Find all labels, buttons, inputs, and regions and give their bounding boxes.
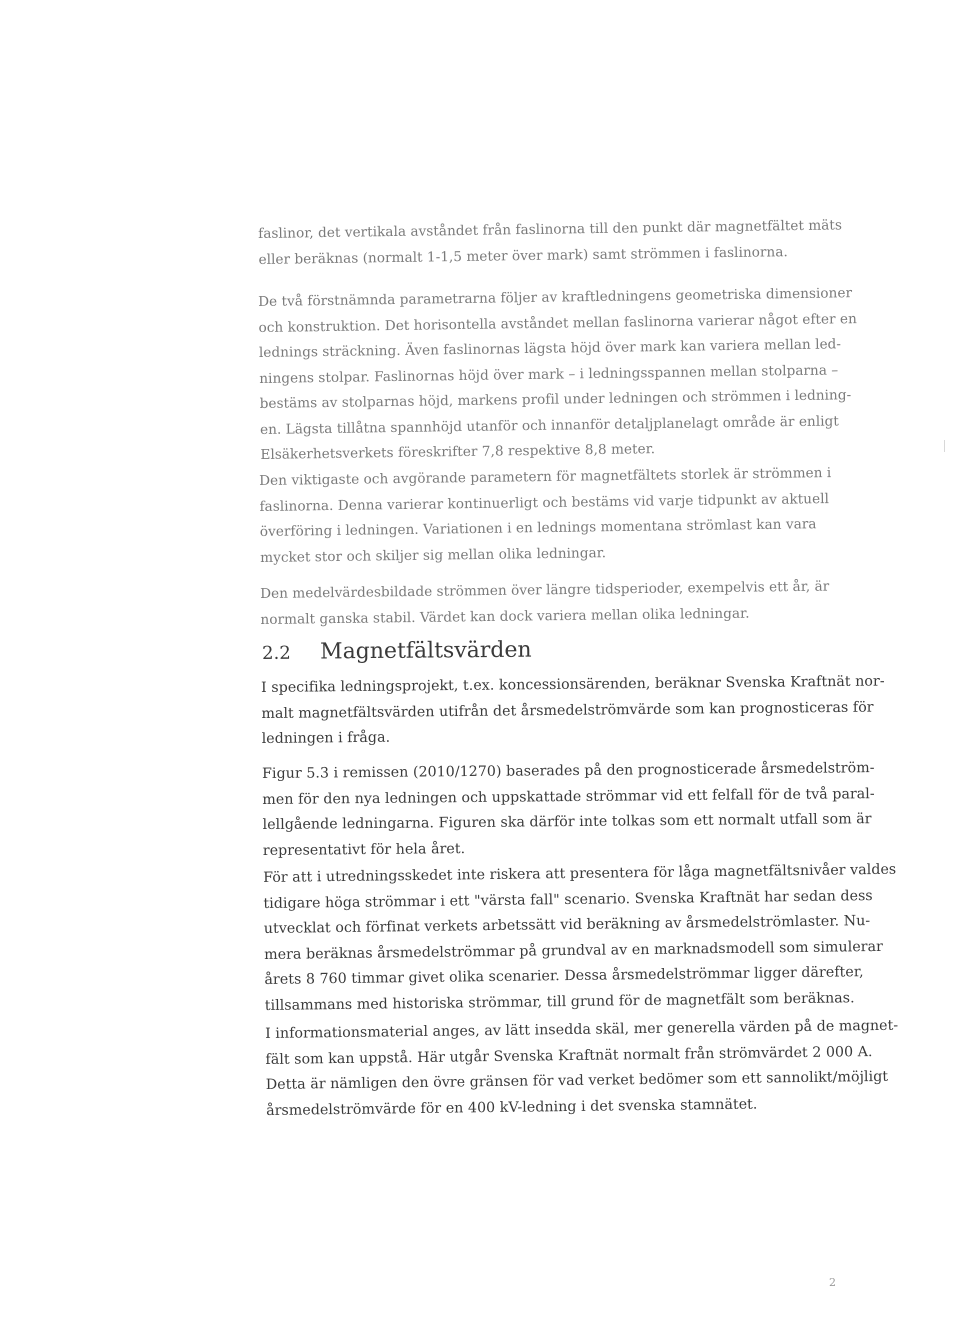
paragraph-current	[259, 461, 833, 571]
paragraph-average-current	[260, 575, 830, 633]
section-title: Magnetfältsvärden	[319, 637, 532, 665]
text-line: lellgående ledningarna. Figuren ska därför inte tolkas som ett normalt utfall som är	[262, 811, 872, 833]
text-line: malt magnetfältsvärden utifrån det årsmedelströmvärde som kan prognosticeras för	[261, 699, 874, 722]
text-line: lednings sträckning. Även faslinornas lägsta höjd över mark kan variera mellan led-	[258, 336, 842, 361]
text-line: I informationsmaterial anges, av lätt insedda skäl, mer generella värden på de magnet-	[265, 1017, 899, 1042]
text-line: årets 8 760 timmar givet olika scenarier. Dessa årsmedelströmmar ligger därefter,	[264, 964, 864, 988]
text-line: faslinorna. Denna varierar kontinuerligt och bestäms vid varje tidpunkt av aktuell	[259, 490, 830, 515]
text-line: tidigare höga strömmar i ett "värsta fall" scenario. Svenska Kraftnät har sedan dess	[263, 887, 873, 912]
text-line: mycket stor och skiljer sig mellan olika ledningar.	[260, 544, 607, 566]
text-line: utvecklat och förfinat verkets arbetssätt vid beräkning av årsmedelströmlaster. Nu-	[263, 913, 871, 937]
section-heading	[262, 638, 532, 665]
text-line: Elsäkerhetsverkets föreskrifter 7,8 respektive 8,8 meter.	[260, 441, 656, 463]
text-line: De två förstnämnda parametrarna följer av kraftledningens geometriska dimensioner	[258, 285, 853, 310]
text-line: normalt ganska stabil. Värdet kan dock variera mellan olika ledningar.	[260, 605, 750, 628]
text-line: bestäms av stolparnas höjd, markens profil under ledningen och strömmen i ledning-	[259, 387, 852, 412]
text-line: fält som kan uppstå. Här utgår Svenska Kraftnät normalt från strömvärdet 2 000 A.	[265, 1043, 873, 1068]
text-line: Den viktigaste och avgörande parametern för magnetfältets storlek är strömmen i	[259, 465, 832, 489]
text-line: Detta är nämligen den övre gränsen för vad verket bedömer som ett sannolikt/möjligt	[265, 1068, 889, 1093]
text-line: mera beräknas årsmedelströmmar på grundval av en marknadsmodell som simulerar	[264, 938, 883, 963]
text-line: faslinor, det vertikala avståndet från faslinorna till den punkt där magnetfältet mäts	[258, 217, 843, 242]
text-line: Figur 5.3 i remissen (2010/1270) baserades på den prognosticerade årsmedelström-	[262, 760, 875, 782]
page-number: 2	[829, 1276, 836, 1289]
text-line: För att i utredningsskedet inte riskera att presentera för låga magnetfältsnivåer valdes	[263, 861, 897, 886]
paragraph-information-material	[265, 1014, 899, 1124]
paragraph-investigation-stage	[263, 858, 898, 1019]
text-line: en. Lägsta tillåtna spannhöjd utanför och innanför detaljplanelagt område är enligt	[259, 412, 839, 438]
text-line: årsmedelströmvärde för en 400 kV-ledning i det svenska stamnätet.	[266, 1096, 758, 1119]
text-line: ledningen i fråga.	[261, 729, 391, 747]
paragraph-figure-reference	[262, 756, 875, 864]
text-line: och konstruktion. Det horisontella avståndet mellan faslinorna varierar något efter en	[258, 310, 858, 336]
text-line: representativt för hela året.	[262, 840, 466, 859]
text-line: ningens stolpar. Faslinornas höjd över mark – i ledningsspannen mellan stolparna –	[259, 361, 839, 387]
text-line: I specifika ledningsprojekt, t.ex. koncessionsärenden, beräknar Svenska Kraftnät nor-	[261, 673, 885, 696]
paragraph-phase-conductors	[258, 213, 842, 273]
scan-mark	[944, 440, 945, 452]
text-line: överföring i ledningen. Variationen i en lednings momentana strömlast kan vara	[259, 516, 817, 540]
paragraph-specific-projects	[261, 669, 885, 752]
text-line: eller beräknas (normalt 1-1,5 meter över mark) samt strömmen i faslinorna.	[258, 243, 788, 268]
text-line: men för den nya ledningen och uppskattade strömmar vid ett felfall för de två paral-	[262, 785, 875, 808]
text-line: Den medelvärdesbildade strömmen över längre tidsperioder, exempelvis ett år, är	[260, 578, 830, 602]
section-number: 2.2	[262, 642, 291, 664]
paragraph-geometry	[258, 281, 859, 468]
text-line: tillsammans med historiska strömmar, till grund för de magnetfält som beräknas.	[264, 989, 855, 1014]
